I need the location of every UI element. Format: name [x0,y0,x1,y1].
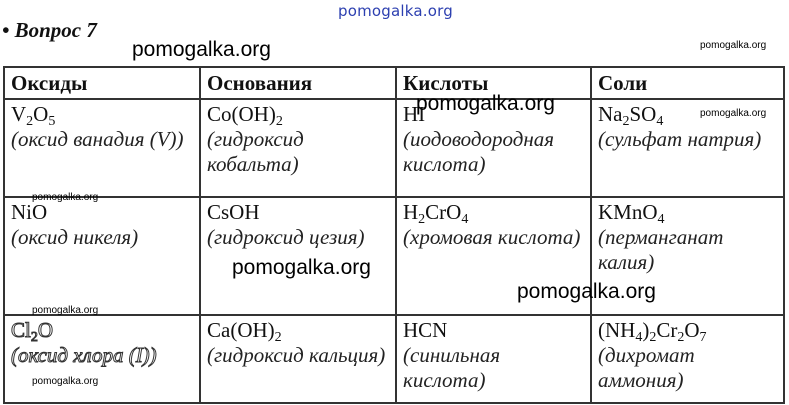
table-cell [4,315,200,403]
formula: KMnO$_4$ [598,200,665,227]
compound-name: (хромовая кислота) [403,225,581,249]
header-row [4,67,784,99]
formula: NiO [11,200,48,224]
header-acids: Кислоты [396,67,591,99]
formula: $Na_2SO_4$ [598,102,664,129]
formula: $(NH_4)_2Cr_2O_7$ [598,318,707,345]
compound-name: (гидроксид кальция) [207,343,386,367]
header-salts: Соли [591,67,784,99]
table-row [4,99,784,197]
formula: $Co(OH)_2$ [207,102,283,129]
watermark: pomogalka.org [517,280,656,303]
watermark: pomogalka.org [132,38,271,61]
compound-name: (дихромат аммония) [598,343,695,392]
table-cell [4,197,200,315]
watermark: pomogalka.org [32,305,99,316]
formula: CsOH [207,200,260,224]
compound-name: (перманганат калия) [598,225,724,274]
compound-name: (сульфат натрия) [598,127,762,151]
compound-name: (иодоводородная кислота) [403,127,555,176]
formula: $Cl_2O$ [11,318,54,345]
table-cell [591,315,784,403]
formula: $V_2O_5$ [11,102,56,129]
table-cell [200,315,396,403]
top-watermark: pomogalka.org [338,2,453,20]
table-row [4,197,784,315]
header-oxides: Оксиды [4,67,200,99]
question-title: • Вопрос 7 [2,18,97,42]
table-cell [396,315,591,403]
watermark: pomogalka.org [32,376,99,387]
formula: HCN [403,318,448,342]
watermark: pomogalka.org [416,92,555,115]
formula: HI [403,102,426,126]
watermark: pomogalka.org [32,192,99,203]
formula: $Ca(OH)_2$ [207,318,282,345]
compound-name: (гидроксид цезия) [207,225,365,249]
answer-table [3,66,785,404]
compound-name: (оксид ванадия (V)) [11,127,184,151]
watermark: pomogalka.org [700,108,767,119]
compound-name: (синильная кислота) [403,343,501,392]
compound-name: (оксид хлора (I)) [11,343,157,367]
compound-name: (оксид никеля) [11,225,139,249]
table-cell [4,99,200,197]
table-row [4,315,784,403]
header-bases: Основания [200,67,396,99]
table-cell [200,99,396,197]
watermark: pomogalka.org [232,256,371,279]
formula: $H_2CrO_4$ [403,200,469,227]
watermark: pomogalka.org [700,40,767,51]
compound-name: (гидроксид кобальта) [207,127,304,176]
